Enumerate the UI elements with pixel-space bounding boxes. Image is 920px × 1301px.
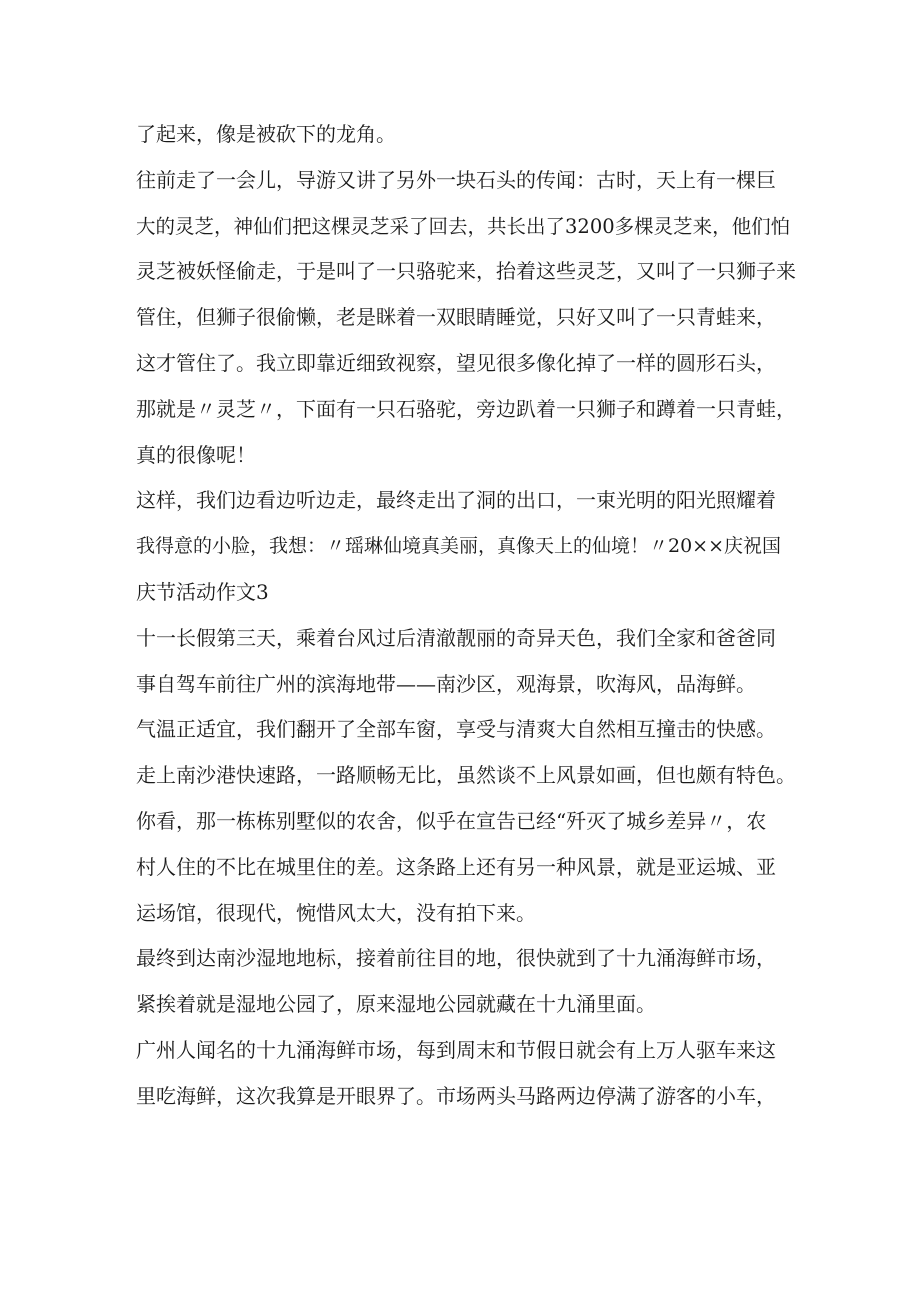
text-line-13: 事自驾车前往广州的滨海地带——南沙区，观海景，吹海风，品海鲜。 — [136, 671, 756, 696]
text-line-12: 十一长假第三天，乘着台风过后清澈靓丽的奇异天色，我们全家和爸爸同 — [136, 625, 776, 650]
text-line-9: 这样，我们边看边听边走，最终走出了洞的出口，一束光明的阳光照耀着 — [136, 488, 776, 513]
text-line-22: 里吃海鲜，这次我算是开眼界了。市场两头马路两边停满了游客的小车， — [136, 1083, 776, 1108]
text-line-10: 我得意的小脸，我想：〃瑶琳仙境真美丽，真像天上的仙境！〃20××庆祝国 — [136, 535, 782, 558]
text-line-2: 往前走了一会儿，导游又讲了另外一块石头的传闻：古时，天上有一棵巨 — [136, 167, 776, 192]
text-line-4: 灵芝被妖怪偷走，于是叫了一只骆驼来，抬着这些灵芝，又叫了一只狮子来 — [136, 259, 796, 284]
text-line-15: 走上南沙港快速路，一路顺畅无比，虽然谈不上风景如画，但也颇有特色。 — [136, 763, 796, 788]
text-line-5: 管住，但狮子很偷懒，老是眯着一双眼睛睡觉，只好又叫了一只青蛙来， — [136, 305, 776, 330]
text-line-19: 最终到达南沙湿地地标，接着前往目的地，很快就到了十九涌海鲜市场， — [136, 946, 776, 971]
text-line-16: 你看，那一栋栋别墅似的农舍，似乎在宣告已经“歼灭了城乡差异〃，农 — [136, 808, 767, 833]
text-line-3: 大的灵芝，神仙们把这棵灵芝采了回去，共长出了3200多棵灵芝来，他们怕 — [136, 214, 791, 238]
text-line-18: 运场馆，很现代，惋惜风太大，没有拍下来。 — [136, 900, 536, 925]
text-line-7: 那就是〃灵芝〃，下面有一只石骆驼，旁边趴着一只狮子和蹲着一只青蛙， — [136, 396, 796, 421]
text-line-8: 真的很像呢！ — [136, 442, 256, 467]
text-line-1: 了起来，像是被砍下的龙角。 — [136, 122, 396, 146]
article-body — [136, 112, 796, 1120]
text-line-14: 气温正适宜，我们翻开了全部车窗，享受与清爽大自然相互撞击的快感。 — [136, 717, 776, 742]
text-line-21: 广州人闻名的十九涌海鲜市场，每到周末和节假日就会有上万人驱车来这 — [136, 1037, 776, 1062]
text-line-6: 这才管住了。我立即靠近细致视察，望见很多像化掉了一样的圆形石头， — [136, 350, 776, 375]
text-line-20: 紧挨着就是湿地公园了，原来湿地公园就藏在十九涌里面。 — [136, 992, 656, 1017]
section-heading-line: 庆节活动作文3 — [136, 579, 269, 604]
text-line-17: 村人住的不比在城里住的差。这条路上还有另一种风景，就是亚运城、亚 — [136, 854, 776, 879]
